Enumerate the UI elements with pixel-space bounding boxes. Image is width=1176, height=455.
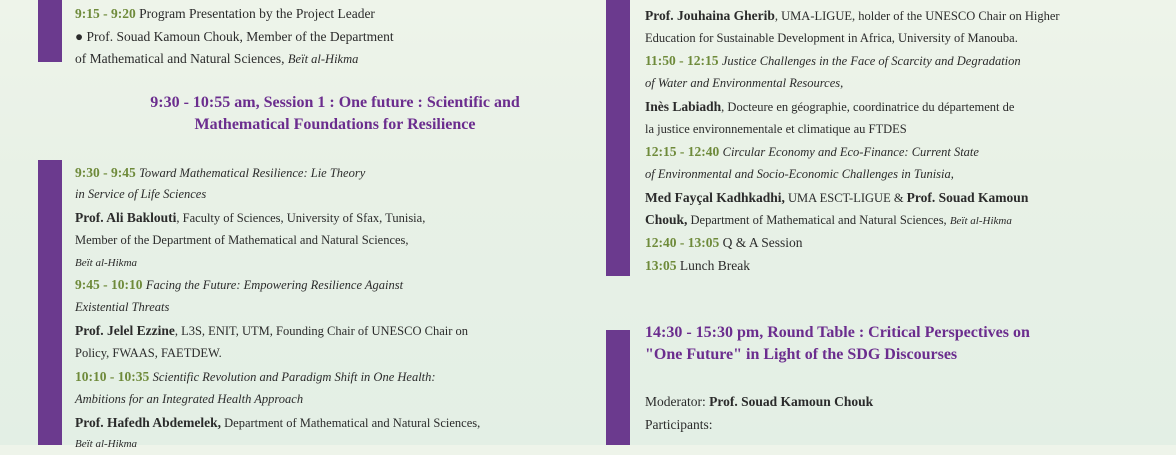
intro-line-1 xyxy=(75,3,375,24)
intro-line-2 xyxy=(75,26,394,47)
talk1-time: 9:30 - 9:45 xyxy=(75,165,136,180)
talk4-title-line-2: of Water and Environmental Resources, xyxy=(645,76,844,90)
talk1-affil-3: Beït al-Hikma xyxy=(75,257,138,269)
talk2-title-1: Facing the Future: Empowering Resilience Against xyxy=(145,278,404,292)
participants-label: Participants: xyxy=(645,417,713,432)
talk4-speaker-line xyxy=(645,96,1014,118)
intro-institution: Beït al-Hikma xyxy=(287,52,359,66)
talk1-affil-1: , Faculty of Sciences, University of Sfax, Tunisia, xyxy=(176,211,426,225)
round-table-heading xyxy=(645,322,1030,366)
qa-label: Q & A Session xyxy=(722,235,803,250)
qa-time: 12:40 - 13:05 xyxy=(645,235,720,250)
top-speaker: Prof. Jouhaina Gherib xyxy=(645,8,775,23)
lunch-time: 13:05 xyxy=(645,258,677,273)
talk5-title-line-2: of Environmental and Socio-Economic Challenges in Tunisia, xyxy=(645,167,954,181)
intro-title: Program Presentation by the Project Leader xyxy=(139,6,375,21)
talk5-affil-mid: UMA ESCT-LIGUE & xyxy=(784,191,907,205)
talk5-title-line-1 xyxy=(645,141,979,163)
moderator-label: Moderator: xyxy=(645,394,710,409)
intro-time: 9:15 - 9:20 xyxy=(75,6,136,21)
talk3-title-line-2: Ambitions for an Integrated Health Approach xyxy=(75,392,304,406)
lunch-line xyxy=(645,255,750,276)
talk2-speaker: Prof. Jelel Ezzine xyxy=(75,323,175,338)
talk3-speaker-line xyxy=(75,412,480,434)
talk3-speaker: Prof. Hafedh Abdemelek, xyxy=(75,415,221,430)
session1-heading xyxy=(75,92,595,136)
talk5-institution: Beït al-Hikma xyxy=(949,215,1012,227)
talk2-title-line-1 xyxy=(75,274,403,296)
talk1-title-line-1 xyxy=(75,162,365,184)
talk5-affil: Department of Mathematical and Natural Sciences, xyxy=(687,213,950,227)
talk4-time: 11:50 - 12:15 xyxy=(645,53,719,68)
right-accent-bar-1 xyxy=(606,0,630,276)
talk5-title-1: Circular Economy and Eco-Finance: Current State xyxy=(722,145,979,159)
talk1-affil-2: Member of the Department of Mathematical and Natural Sciences, xyxy=(75,233,409,247)
session1-heading-line2: Mathematical Foundations for Resilience xyxy=(194,116,476,133)
talk5-speaker-2: Prof. Souad Kamoun xyxy=(906,190,1029,205)
top-speaker-line xyxy=(645,5,1060,27)
left-accent-bar-2 xyxy=(38,160,62,445)
talk1-title-line-2: in Service of Life Sciences xyxy=(75,187,207,201)
talk1-title-1: Toward Mathematical Resilience: Lie Theory xyxy=(139,166,366,180)
lunch-label: Lunch Break xyxy=(679,258,750,273)
round-table-heading-line2: "One Future" in Light of the SDG Discourses xyxy=(645,346,958,363)
talk3-time: 10:10 - 10:35 xyxy=(75,369,150,384)
talk2-title-line-2: Existential Threats xyxy=(75,300,170,314)
talk4-title-line-1 xyxy=(645,50,1021,72)
talk4-title-1: Justice Challenges in the Face of Scarcity and Degradation xyxy=(721,54,1021,68)
talk5-time: 12:15 - 12:40 xyxy=(645,144,720,159)
right-accent-bar-2 xyxy=(606,330,630,445)
intro-speaker: ● Prof. Souad Kamoun Chouk, Member of the Department xyxy=(75,29,394,44)
talk2-time: 9:45 - 10:10 xyxy=(75,277,143,292)
moderator-line xyxy=(645,391,873,412)
session1-heading-line1: 9:30 - 10:55 am, Session 1 : One future : Scientific and xyxy=(150,94,520,111)
top-affil-1: , UMA-LIGUE, holder of the UNESCO Chair on Higher xyxy=(774,9,1060,23)
talk1-speaker: Prof. Ali Baklouti xyxy=(75,210,177,225)
talk5-speaker-line xyxy=(645,187,1028,209)
talk2-affil-2: Policy, FWAAS, FAETDEW. xyxy=(75,346,222,360)
talk3-title-1: Scientific Revolution and Paradigm Shift in One Health: xyxy=(152,370,436,384)
left-accent-bar-1 xyxy=(38,0,62,62)
talk1-speaker-line xyxy=(75,207,425,229)
talk4-affil-2: la justice environnementale et climatique au FTDES xyxy=(645,122,907,136)
talk3-title-line-1 xyxy=(75,366,436,388)
talk5-affil-line xyxy=(645,209,1012,232)
intro-department: of Mathematical and Natural Sciences, xyxy=(75,51,288,66)
talk2-affil-1: , L3S, ENIT, UTM, Founding Chair of UNESCO Chair on xyxy=(174,324,469,338)
talk4-affil-1: , Docteure en géographie, coordinatrice du département de xyxy=(721,100,1015,114)
talk3-affil-2: Beït al-Hikma xyxy=(75,438,138,450)
talk5-speaker-2b: Chouk, xyxy=(645,212,688,227)
talk2-speaker-line xyxy=(75,320,468,342)
talk5-speaker-1: Med Fayçal Kadhkadhi, xyxy=(645,190,785,205)
round-table-heading-line1: 14:30 - 15:30 pm, Round Table : Critical Perspectives on xyxy=(645,324,1030,341)
talk4-speaker: Inès Labiadh xyxy=(645,99,722,114)
qa-line xyxy=(645,232,803,253)
moderator-name: Prof. Souad Kamoun Chouk xyxy=(709,394,874,409)
talk3-affil-1: Department of Mathematical and Natural Sciences, xyxy=(221,416,481,430)
intro-line-3 xyxy=(75,48,358,70)
top-affil-2: Education for Sustainable Development in Africa, University of Manouba. xyxy=(645,31,1018,45)
